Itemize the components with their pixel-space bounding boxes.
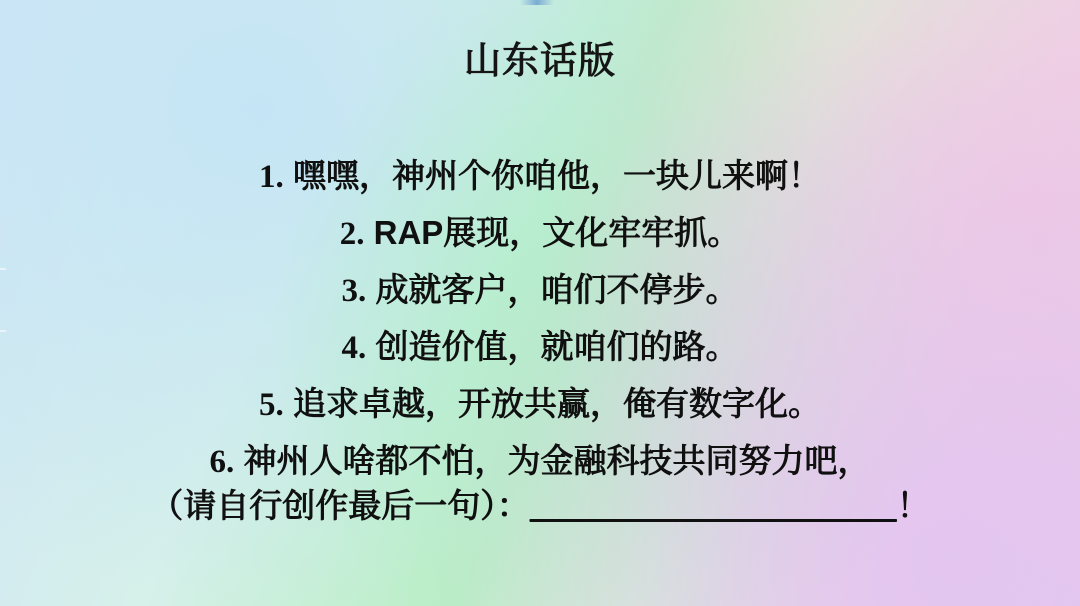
list-item-text: 创造价值，就咱们的路。 bbox=[375, 328, 739, 365]
list-item bbox=[0, 205, 1080, 262]
list-item bbox=[0, 433, 1080, 483]
lyrics-list bbox=[0, 148, 1080, 533]
list-item bbox=[0, 262, 1080, 319]
fill-in-blank[interactable]: ____________________ bbox=[529, 487, 897, 524]
list-item-number: 4. bbox=[341, 330, 367, 366]
list-item-text: 成就客户，咱们不停步。 bbox=[375, 271, 739, 308]
list-item-number: 1. bbox=[259, 159, 284, 195]
list-item-number: 5. bbox=[259, 387, 284, 423]
fill-in-prompt: （请自行创作最后一句）： bbox=[150, 487, 530, 524]
page-title: 山东话版 bbox=[464, 40, 616, 81]
list-item-number: 2. bbox=[339, 216, 365, 252]
list-item-text: 嘿嘿，神州个你咱他，一块儿来啊！ bbox=[292, 157, 821, 194]
fill-in-line bbox=[0, 483, 1080, 533]
list-item bbox=[0, 376, 1080, 433]
top-edge-artifact bbox=[520, 0, 554, 5]
list-item-number: 3. bbox=[341, 273, 367, 309]
list-item bbox=[0, 148, 1080, 205]
list-item-text: 神州人啥都不怕，为金融科技共同努力吧， bbox=[243, 442, 871, 479]
fill-in-suffix: ！ bbox=[896, 487, 930, 524]
list-item-text: 追求卓越，开放共赢，俺有数字化。 bbox=[292, 385, 821, 422]
list-item-number: 6. bbox=[209, 444, 235, 480]
list-item-text: RAP展现，文化牢牢抓。 bbox=[373, 214, 741, 251]
list-item bbox=[0, 319, 1080, 376]
